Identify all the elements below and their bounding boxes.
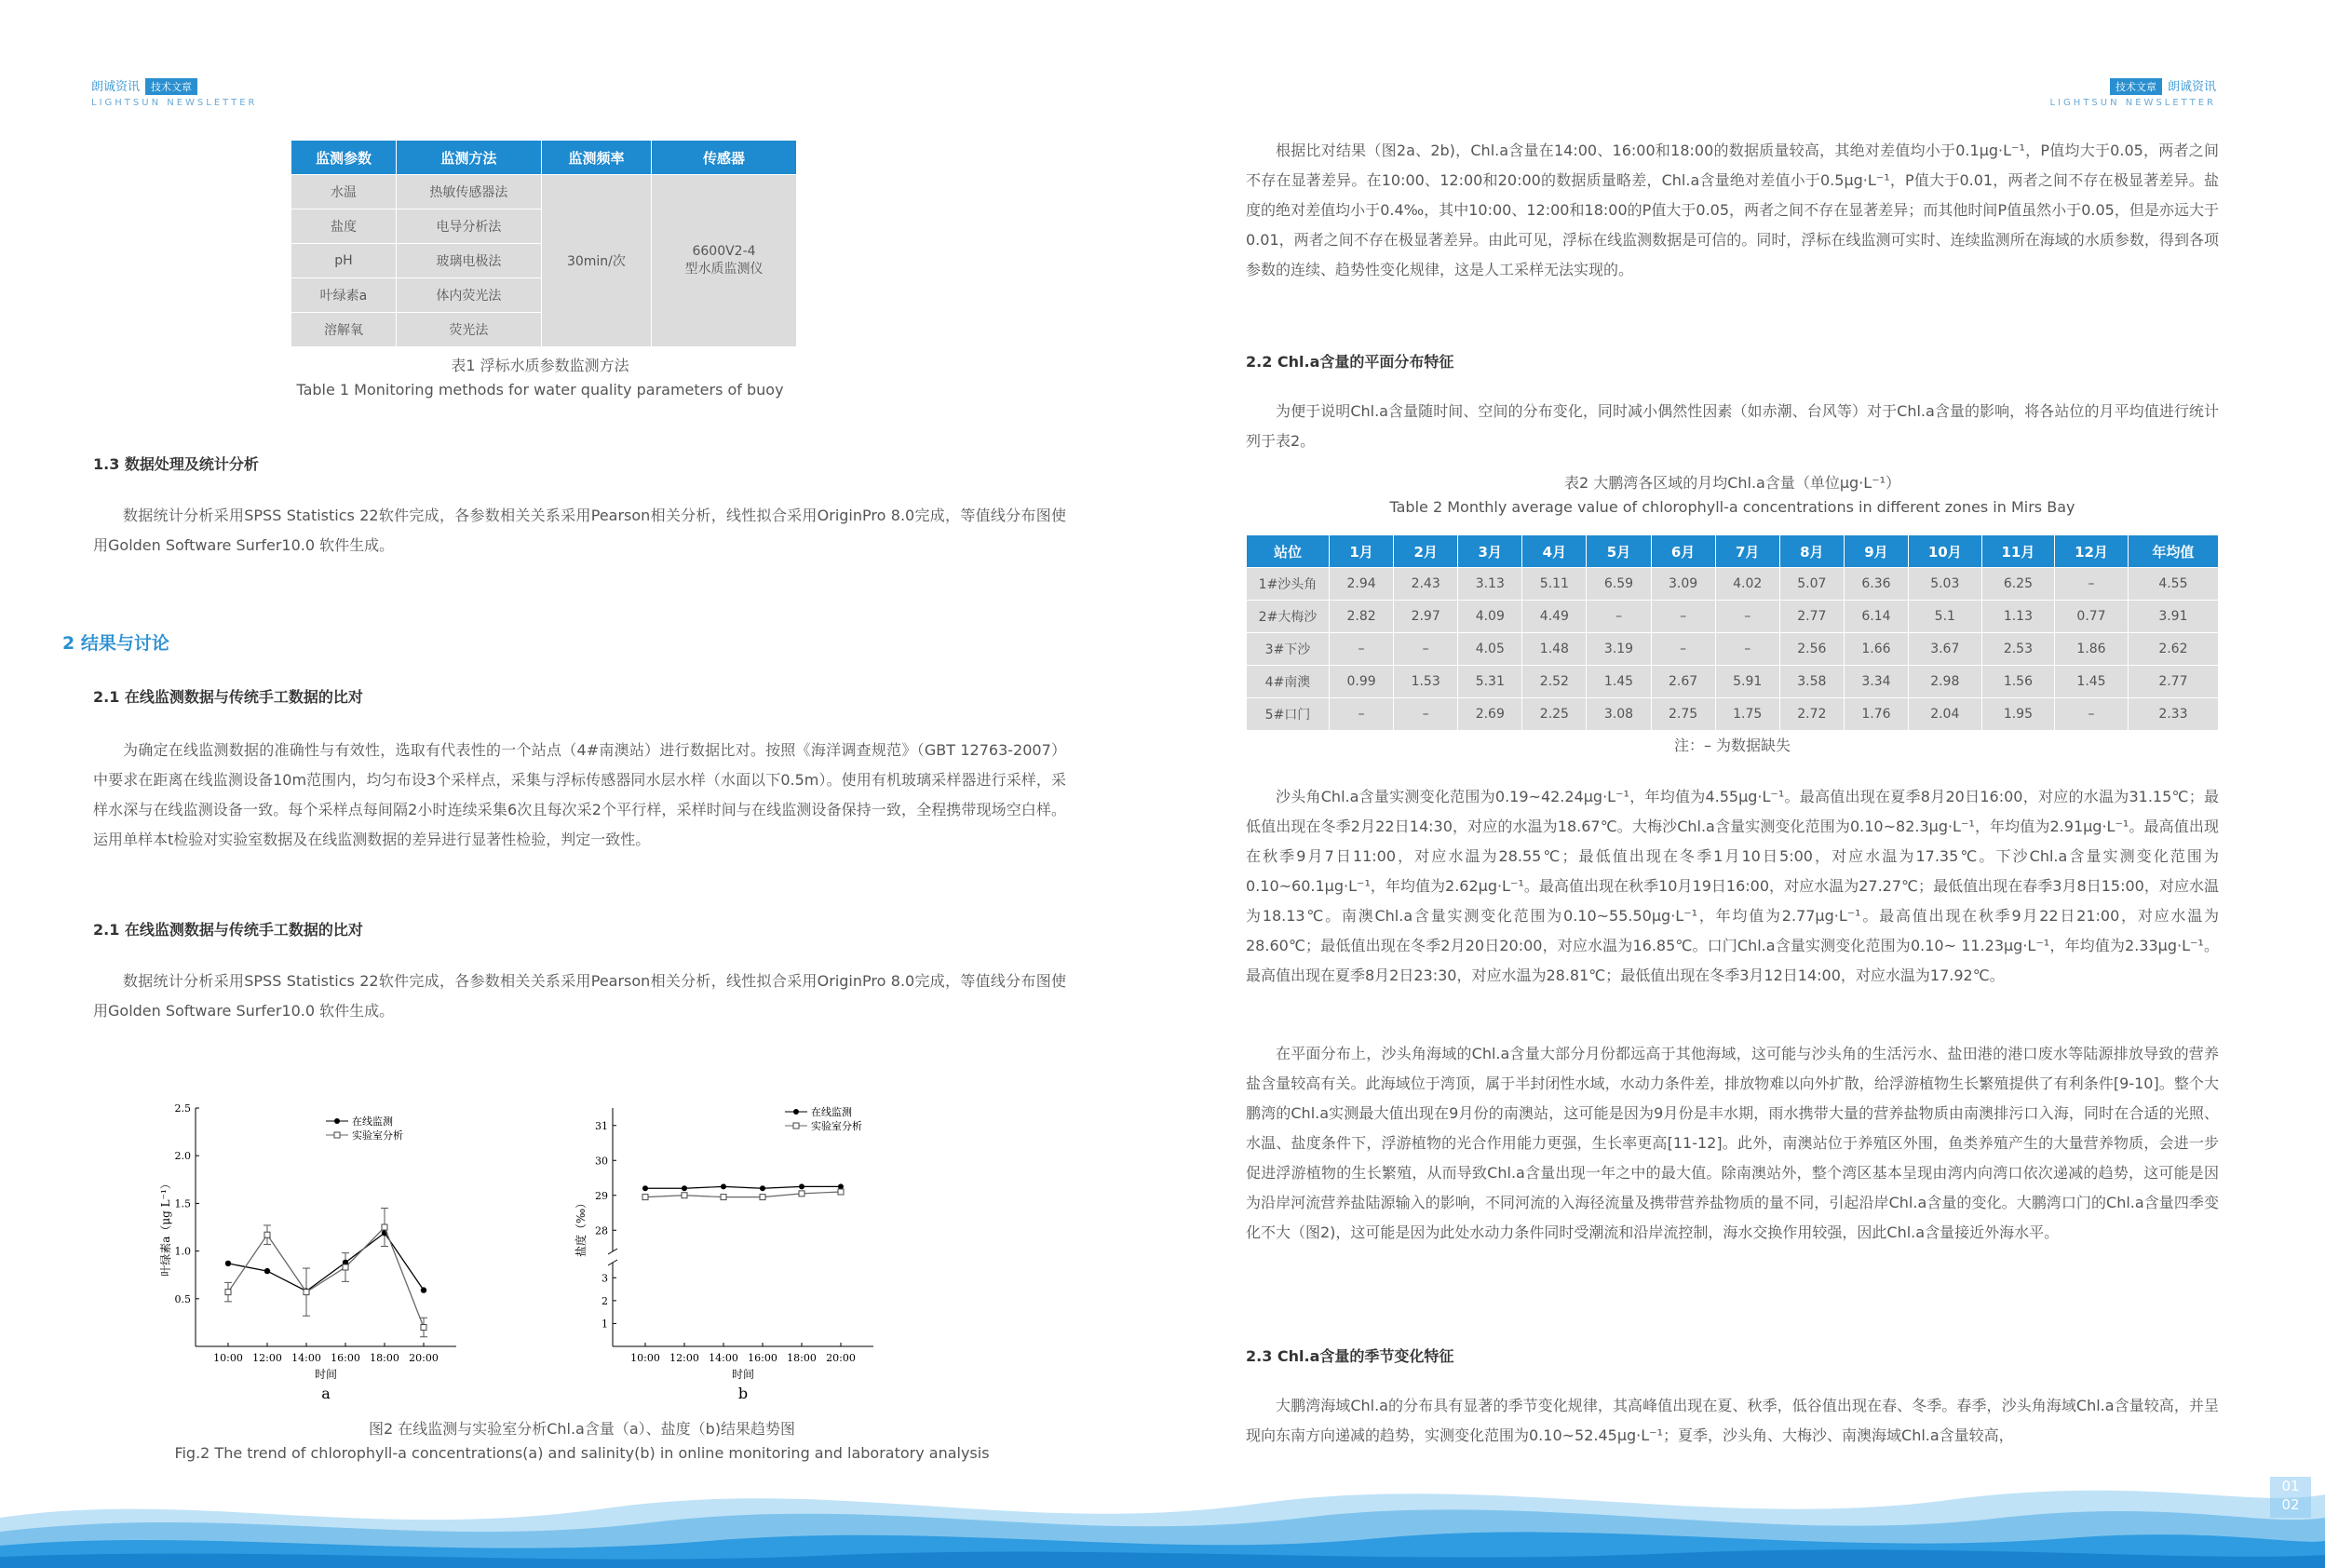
table-cell: – (1394, 633, 1458, 666)
table-cell: 0.99 (1330, 666, 1394, 698)
table-cell: 3.58 (1779, 666, 1844, 698)
table-cell: 2.33 (2128, 698, 2218, 731)
panel-label: b (737, 1385, 749, 1402)
legend-marker (334, 1132, 340, 1138)
table-2 (1246, 534, 2219, 731)
legend-label: 实验室分析 (811, 1120, 862, 1132)
header-brand: 朗诚资讯 (91, 80, 141, 94)
table-cell: 1.53 (1394, 666, 1458, 698)
section-2-3-paragraph: 大鹏湾海域Chl.a的分布具有显著的季节变化规律，其高峰值出现在夏、秋季，低谷值出现在春、冬季。春季，沙头角海域Chl.a含量较高，并呈现向东南方向递减的趋势，实测变化范围为0.10~52.45μg·L⁻¹；夏季，沙头角、大梅沙、南澳海域Chl.a含量较高， (1246, 1397, 2219, 1444)
wave-decoration (0, 1453, 2325, 1568)
sensor-line: 型水质监测仪 (684, 262, 764, 277)
x-axis-label: 时间 (731, 1368, 755, 1381)
table-cell: – (1330, 633, 1394, 666)
lab-point (421, 1325, 426, 1331)
table-cell: 1#沙头角 (1247, 568, 1330, 601)
table-cell: 玻璃电极法 (396, 244, 541, 278)
online-point (225, 1261, 231, 1266)
table-cell: 2#大梅沙 (1247, 601, 1330, 633)
page-number-left: 01 (2281, 1478, 2300, 1494)
table-cell: 2.04 (1908, 698, 1981, 731)
y-tick-label: 1 (602, 1318, 608, 1331)
table-cell: 1.95 (1981, 698, 2055, 731)
y-tick-label: 2.5 (174, 1102, 191, 1115)
table-cell: 2.56 (1779, 633, 1844, 666)
header-en: LIGHTSUN NEWSLETTER (2049, 98, 2216, 108)
table-header: 3月 (1458, 535, 1522, 568)
table-cell: 5.07 (1779, 568, 1844, 601)
table-header: 监测方法 (396, 141, 541, 175)
table-cell: 2.75 (1651, 698, 1715, 731)
section-2-1-title: 2.1 在线监测数据与传统手工数据的比对 (93, 688, 363, 706)
table-header: 2月 (1394, 535, 1458, 568)
legend-label: 实验室分析 (352, 1129, 403, 1142)
header-brand: 朗诚资讯 (2167, 80, 2216, 94)
table-cell: 4.55 (2128, 568, 2218, 601)
lab-point (760, 1195, 765, 1200)
right-paragraph-4: 在平面分布上，沙头角海域的Chl.a含量大部分月份都远高于其他海域，这可能与沙头角的生活污水、盐田港的港口废水等陆源排放导致的营养盐含量较高有关。此海域位于湾顶，属于半封闭性水域，水动力条件差，排放物难以向外扩散，给浮游植物生长繁殖提供了有利条件[9-10]。整个大鹏湾的Chl.a实测最大值出现在9月份的南澳站，这可能是因为9月份是丰水期，雨水携带大量的营养盐物质由南澳排污口入海，同时在合适的光照、水温、盐度条件下，浮游植物的光合作用能力更强，生长率更高[11-12]。此外，南澳站位于养殖区外围，鱼类养殖产生的大量营养物质，会进一步促进浮游植物的生长繁殖，从而导致Chl.a含量出现一年之中的最大值。除南澳站外，整个湾区基本呈现由湾内向湾口依次递减的趋势，这可能是因为沿岸河流营养盐陆源输入的影响，不同河流的入海径流量及携带营养盐物质的量不同，引起沿岸Chl.a含量的变化。大鹏湾口门的Chl.a含量四季变化不大（图2)，这可能是因为此处水动力条件同时受潮流和沿岸流控制，海水交换作用较强，因此Chl.a含量接近外海水平。 (1246, 1045, 2219, 1241)
table-2-note: 注：– 为数据缺失 (1673, 737, 1791, 754)
table-cell: – (1651, 633, 1715, 666)
section-1-3-title: 1.3 数据处理及统计分析 (93, 455, 259, 473)
table-cell: 4#南澳 (1247, 666, 1330, 698)
section-1-3-paragraph: 数据统计分析采用SPSS Statistics 22软件完成，各参数相关关系采用Pearson相关分析，线性拟合采用OriginPro 8.0完成，等值线分布图使用Golden Software Surfer10.0 软件生成。 (93, 507, 1066, 554)
table-cell: 2.94 (1330, 568, 1394, 601)
header-tag: 技术文章 (2110, 78, 2162, 95)
table-cell: – (1330, 698, 1394, 731)
legend-marker (793, 1109, 799, 1115)
table-cell: 5.03 (1908, 568, 1981, 601)
table-cell: 3.67 (1908, 633, 1981, 666)
table-cell: 盐度 (291, 210, 397, 244)
table-cell: – (1651, 601, 1715, 633)
frequency-cell: 30min/次 (541, 175, 651, 347)
table-2-caption (1246, 471, 2219, 520)
table-cell: 1.45 (2055, 666, 2129, 698)
table-cell: 1.75 (1715, 698, 1779, 731)
section-2-title: 2 结果与讨论 (62, 633, 169, 654)
online-point (682, 1185, 687, 1191)
online-point (838, 1183, 844, 1189)
table-cell: 3.34 (1844, 666, 1908, 698)
chart-b (566, 1089, 901, 1406)
table-cell: 2.98 (1908, 666, 1981, 698)
y-tick-label: 30 (595, 1155, 608, 1168)
y-tick-label: 2.0 (174, 1150, 191, 1163)
table-cell: 4.49 (1522, 601, 1587, 633)
series-line-1 (645, 1192, 841, 1197)
table-header: 9月 (1844, 535, 1908, 568)
table-row (1247, 601, 2219, 633)
table-cell: 热敏传感器法 (396, 175, 541, 210)
table-cell: 3.19 (1587, 633, 1651, 666)
caption-cn: 表1 浮标水质参数监测方法 (451, 357, 629, 374)
right-paragraph-1: 根据比对结果（图2a、2b)，Chl.a含量在14:00、16:00和18:00的数据质量较高，其绝对差值均小于0.1μg·L⁻¹，P值均大于0.05，两者之间不存在显著差异。在10:00、12:00和20:00的数据质量略差，Chl.a含量绝对差值小于0.5μg·L⁻¹，P值大于0.01，两者之间不存在极显著差异。盐度的绝对差值均小于0.4‰，其中10:00、12:00和18:00的P值大于0.05，两者之间不存在显著差异；而其他时间P值虽然小于0.05，但是亦远大于0.01，两者之间不存在极显著差异。由此可见，浮标在线监测数据是可信的。同时，浮标在线监测可实时、连续监测所在海域的水质参数，得到各项参数的连续、趋势性变化规律，这是人工采样无法实现的。 (1246, 142, 2219, 278)
y-tick-label: 31 (595, 1119, 608, 1132)
table-cell: – (1715, 633, 1779, 666)
section-2-2-paragraph: 为便于说明Chl.a含量随时间、空间的分布变化，同时减小偶然性因素（如赤潮、台风等）对于Chl.a含量的影响，将各站位的月平均值进行统计列于表2。 (1246, 402, 2219, 450)
table-cell: 5.11 (1522, 568, 1587, 601)
table-cell: 1.13 (1981, 601, 2055, 633)
y-tick-label: 1.0 (174, 1245, 191, 1258)
lab-point (838, 1189, 844, 1195)
table-1 (291, 140, 797, 347)
table-cell: 4.09 (1458, 601, 1522, 633)
y-axis-label: 叶绿素a（μg L⁻¹） (159, 1178, 172, 1277)
table-header: 10月 (1908, 535, 1981, 568)
x-tick-label: 20:00 (826, 1352, 856, 1364)
x-tick-label: 18:00 (787, 1352, 817, 1364)
table-row (1247, 666, 2219, 698)
table-header: 传感器 (652, 141, 797, 175)
x-tick-label: 10:00 (213, 1352, 243, 1364)
x-tick-label: 20:00 (409, 1352, 439, 1364)
x-tick-label: 18:00 (370, 1352, 399, 1364)
x-tick-label: 10:00 (630, 1352, 660, 1364)
online-point (264, 1268, 270, 1274)
table-cell: 叶绿素a (291, 278, 397, 313)
table-header: 12月 (2055, 535, 2129, 568)
table-cell: 1.56 (1981, 666, 2055, 698)
table-cell: 6.14 (1844, 601, 1908, 633)
table-cell: 5.1 (1908, 601, 1981, 633)
table-header: 4月 (1522, 535, 1587, 568)
table-cell: 1.48 (1522, 633, 1587, 666)
caption-en: Table 1 Monitoring methods for water quality parameters of buoy (296, 381, 784, 399)
table-cell: 1.76 (1844, 698, 1908, 731)
section-2-3-title: 2.3 Chl.a含量的季节变化特征 (1246, 1347, 1454, 1365)
table-cell: – (2055, 568, 2129, 601)
caption-cn: 表2 大鹏湾各区域的月均Chl.a含量（单位μg·L⁻¹） (1563, 474, 1901, 492)
table-cell: 6.36 (1844, 568, 1908, 601)
table-row (1247, 633, 2219, 666)
table-cell: 2.62 (2128, 633, 2218, 666)
table-header: 11月 (1981, 535, 2055, 568)
x-tick-label: 14:00 (291, 1352, 321, 1364)
table-cell: 2.25 (1522, 698, 1587, 731)
online-point (421, 1287, 426, 1292)
table-cell: 体内荧光法 (396, 278, 541, 313)
table-cell: 1.66 (1844, 633, 1908, 666)
table-cell: 水温 (291, 175, 397, 210)
table-cell: 6.25 (1981, 568, 2055, 601)
caption-cn: 图2 在线监测与实验室分析Chl.a含量（a）、盐度（b)结果趋势图 (368, 1420, 796, 1438)
y-tick-label: 3 (602, 1272, 608, 1285)
table-cell: 2.72 (1779, 698, 1844, 731)
lab-point (264, 1232, 270, 1237)
table-cell: 6.59 (1587, 568, 1651, 601)
caption-en: Table 2 Monthly average value of chlorophyll-a concentrations in different zones in Mirs Bay (1389, 498, 2075, 516)
table-cell: 电导分析法 (396, 210, 541, 244)
legend-label: 在线监测 (811, 1106, 852, 1118)
table-header: 1月 (1330, 535, 1394, 568)
table-cell: 2.77 (1779, 601, 1844, 633)
table-cell: 2.77 (2128, 666, 2218, 698)
panel-label: a (321, 1385, 331, 1402)
y-tick-label: 1.5 (174, 1197, 191, 1210)
table-cell: 3.13 (1458, 568, 1522, 601)
table-cell: 0.77 (2055, 601, 2129, 633)
lab-point (721, 1195, 726, 1200)
lab-point (225, 1290, 231, 1295)
legend-marker (334, 1118, 340, 1124)
series-line-0 (228, 1233, 424, 1291)
table-header: 年均值 (2128, 535, 2218, 568)
table-cell: – (1587, 601, 1651, 633)
table-cell: 5#口门 (1247, 698, 1330, 731)
table-header: 6月 (1651, 535, 1715, 568)
section-2-1b-title: 2.1 在线监测数据与传统手工数据的比对 (93, 921, 363, 939)
lab-point (799, 1191, 804, 1196)
y-tick-label: 28 (595, 1224, 608, 1237)
table-cell: 荧光法 (396, 313, 541, 347)
chart-a (149, 1089, 484, 1406)
table-cell: – (2055, 698, 2129, 731)
table-header: 7月 (1715, 535, 1779, 568)
table-1-caption (186, 354, 894, 402)
table-row (1247, 568, 2219, 601)
x-tick-label: 12:00 (669, 1352, 699, 1364)
x-tick-label: 16:00 (748, 1352, 777, 1364)
x-axis-label: 时间 (314, 1368, 338, 1381)
table-cell: 4.02 (1715, 568, 1779, 601)
table-row (1247, 698, 2219, 731)
lab-point (304, 1290, 309, 1295)
section-2-1-paragraph: 为确定在线监测数据的准确性与有效性，选取有代表性的一个站点（4#南澳站）进行数据比对。按照《海洋调查规范》（GBT 12763-2007）中要求在距离在线监测设备10m范围内，均匀布设3个采样点，采集与浮标传感器同水层水样（水面以下0.5m）。使用有机玻璃采样器进行采样，采样水深与在线监测设备一致。每个采样点每间隔2小时连续采集6次且每次采2个平行样，采样时间与在线监测设备保持一致，全程携带现场空白样。运用单样本t检验对实验室数据及在线监测数据的差异进行显著性检验，判定一致性。 (93, 741, 1066, 848)
table-header: 监测频率 (541, 141, 651, 175)
y-axis-label: 盐度（‰） (574, 1196, 588, 1258)
table-cell: 2.43 (1394, 568, 1458, 601)
table-cell: 2.52 (1522, 666, 1587, 698)
x-tick-label: 14:00 (709, 1352, 738, 1364)
table-header: 8月 (1779, 535, 1844, 568)
online-point (799, 1183, 804, 1189)
table-cell: pH (291, 244, 397, 278)
table-cell: 2.53 (1981, 633, 2055, 666)
series-line-0 (645, 1186, 841, 1188)
table-header: 站位 (1247, 535, 1330, 568)
y-tick-label: 2 (602, 1294, 608, 1307)
page-number-box (2270, 1477, 2311, 1518)
legend-label: 在线监测 (352, 1115, 393, 1128)
table-cell: 2.67 (1651, 666, 1715, 698)
table-cell: 3.09 (1651, 568, 1715, 601)
lab-point (343, 1264, 348, 1270)
table-cell: 5.31 (1458, 666, 1522, 698)
table-cell: 5.91 (1715, 666, 1779, 698)
x-tick-label: 12:00 (252, 1352, 282, 1364)
online-point (721, 1183, 726, 1189)
right-paragraph-3: 沙头角Chl.a含量实测变化范围为0.19~42.24μg·L⁻¹，年均值为4.55μg·L⁻¹。最高值出现在夏季8月20日16:00，对应的水温为31.15℃；最低值出现在冬季2月22日14:30，对应的水温为18.67℃。大梅沙Chl.a含量实测变化范围为0.10~82.3μg·L⁻¹，年均值为2.91μg·L⁻¹。最高值出现在秋季9月7日11:00，对应水温为28.55℃；最低值出现在冬季1月10日5:00，对应水温为17.35℃。下沙Chl.a含量实测变化范围为0.10~60.1μg·L⁻¹，年均值为2.62μg·L⁻¹。最高值出现在秋季10月19日16:00，对应水温为27.27℃；最低值出现在春季3月8日15:00，对应水温为18.13℃。南澳Chl.a含量实测变化范围为0.10~55.50μg·L⁻¹，年均值为2.77μg·L⁻¹。最高值出现在秋季9月22日21:00，对应水温为28.60℃；最低值出现在冬季2月20日20:00，对应水温为16.85℃。口门Chl.a含量实测变化范围为0.10~ 11.23μg·L⁻¹，年均值为2.33μg·L⁻¹。最高值出现在夏季8月2日23:30，对应水温为28.81℃；最低值出现在冬季3月12日14:00，对应水温为17.92℃。 (1246, 788, 2219, 984)
left-header (91, 76, 257, 108)
table-cell: 3.91 (2128, 601, 2218, 633)
online-point (760, 1185, 765, 1191)
table-cell: 1.86 (2055, 633, 2129, 666)
section-2-1b-paragraph: 数据统计分析采用SPSS Statistics 22软件完成，各参数相关关系采用Pearson相关分析，线性拟合采用OriginPro 8.0完成，等值线分布图使用Golden Software Surfer10.0 软件生成。 (93, 972, 1066, 1020)
sensor-line: 6600V2-4 (692, 244, 756, 259)
lab-point (382, 1224, 387, 1230)
table-cell: 3.08 (1587, 698, 1651, 731)
sensor-cell (652, 175, 797, 347)
section-2-2-title: 2.2 Chl.a含量的平面分布特征 (1246, 353, 1454, 371)
header-tag: 技术文章 (145, 78, 197, 95)
y-tick-label: 0.5 (174, 1292, 191, 1305)
caption-en: Fig.2 The trend of chlorophyll-a concentrations(a) and salinity(b) in online monitoring and laboratory analysis (174, 1444, 990, 1462)
lab-point (682, 1193, 687, 1198)
table-cell: 4.05 (1458, 633, 1522, 666)
page-number-right: 02 (2281, 1496, 2300, 1513)
table-header: 监测参数 (291, 141, 397, 175)
table-cell: 3#下沙 (1247, 633, 1330, 666)
table-cell: 2.69 (1458, 698, 1522, 731)
table-header: 5月 (1587, 535, 1651, 568)
table-cell: 2.97 (1394, 601, 1458, 633)
header-en: LIGHTSUN NEWSLETTER (91, 98, 258, 108)
table-cell: – (1394, 698, 1458, 731)
table-cell: 溶解氧 (291, 313, 397, 347)
y-tick-label: 29 (595, 1189, 608, 1202)
table-cell: 1.45 (1587, 666, 1651, 698)
x-tick-label: 16:00 (331, 1352, 360, 1364)
online-point (642, 1185, 648, 1191)
table-cell: – (1715, 601, 1779, 633)
right-header (2050, 76, 2216, 108)
legend-marker (793, 1123, 799, 1129)
lab-point (642, 1195, 648, 1200)
table-cell: 2.82 (1330, 601, 1394, 633)
